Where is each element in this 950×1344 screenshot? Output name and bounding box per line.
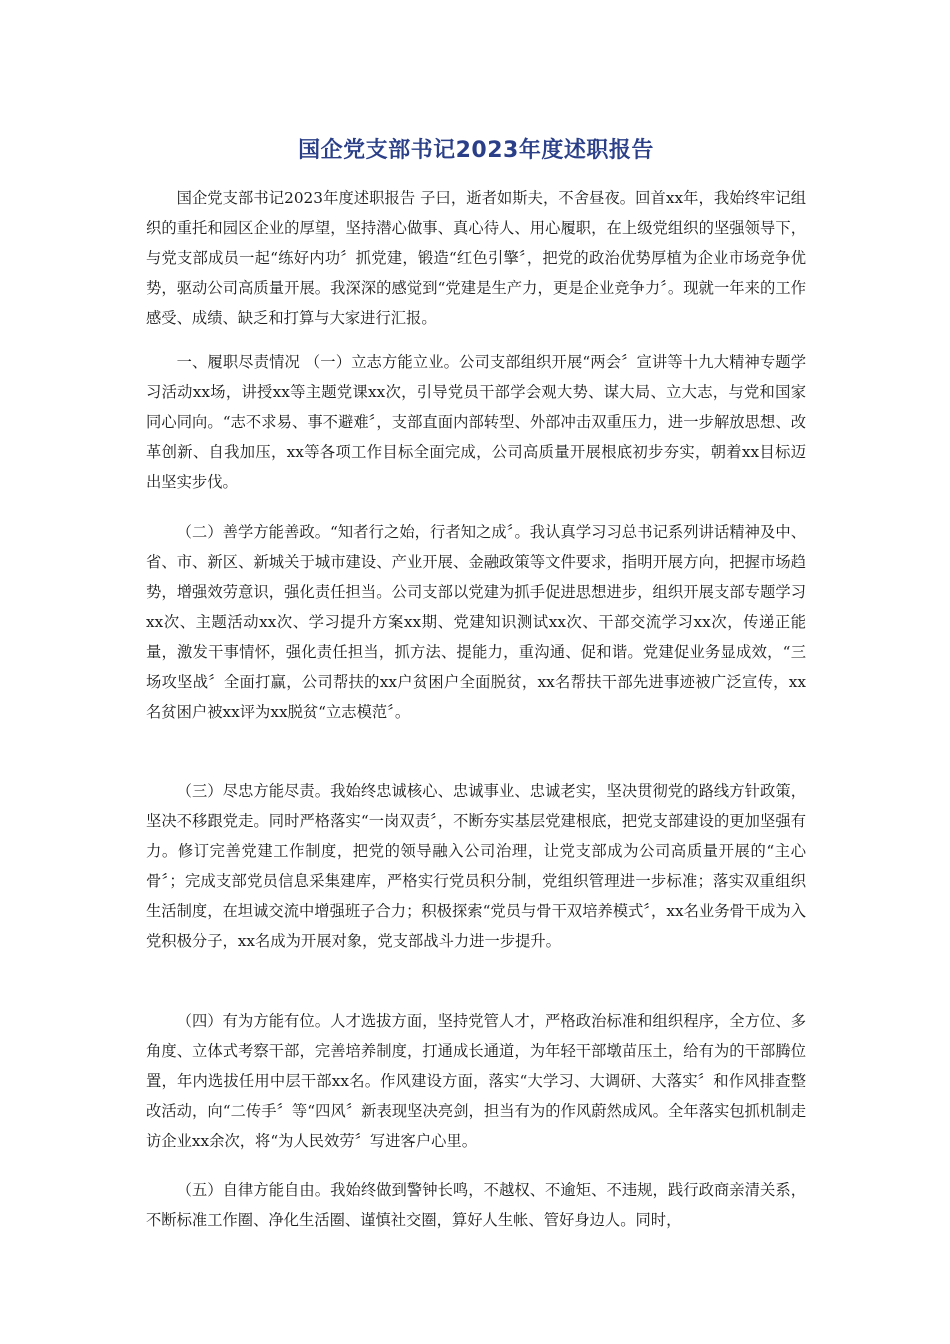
document-title: 国企党支部书记2023年度述职报告 <box>298 138 654 163</box>
paragraph-section-5: （五）自律方能自由。我始终做到警钟长鸣，不越权、不逾矩、不违规，践行政商亲清关系，不断标准工作圈、净化生活圈、谨慎社交圈，算好人生帐、管好身边人。同时， <box>146 1181 806 1229</box>
paragraph-section-3: （三）尽忠方能尽责。我始终忠诚核心、忠诚事业、忠诚老实，坚决贯彻党的路线方针政策，坚决不移跟党走。同时严格落实“一岗双责〞，不断夯实基层党建根底，把党支部建设的更加坚强有力。修订完善党建工作制度，把党的领导融入公司治理，让党支部成为公司高质量开展的“主心骨〞；完成支部党员信息采集建库，严格实行党员积分制，党组织管理进一步标准；落实双重组织生活制度，在坦诚交流中增强班子合力；积极探索“党员与骨干双培养模式〞，xx名业务骨干成为入党积极分子，xx名成为开展对象，党支部战斗力进一步提升。 <box>146 782 806 950</box>
paragraph-section-1: 一、履职尽责情况 （一）立志方能立业。公司支部组织开展“两会〞宣讲等十九大精神专题学习活动xx场，讲授xx等主题党课xx次，引导党员干部学会观大势、谋大局、立大志，与党和国家同心同向。“志不求易、事不避难〞，支部直面内部转型、外部冲击双重压力，进一步解放思想、改革创新、自我加压，xx等各项工作目标全面完成，公司高质量开展根底初步夯实，朝着xx目标迈出坚实步伐。 <box>146 353 806 491</box>
paragraph-section-4: （四）有为方能有位。人才选拔方面，坚持党管人才，严格政治标准和组织程序，全方位、多角度、立体式考察干部，完善培养制度，打通成长通道，为年轻干部墩苗压土，给有为的干部腾位置，年内选拔任用中层干部xx名。作风建设方面，落实“大学习、大调研、大落实〞和作风排查整改活动，向“二传手〞等“四风〞新表现坚决亮剑，担当有为的作风蔚然成风。全年落实包抓机制走访企业xx余次，将“为人民效劳〞写进客户心里。 <box>146 1012 806 1150</box>
paragraph-section-2: （二）善学方能善政。“知者行之始，行者知之成〞。我认真学习习总书记系列讲话精神及中、省、市、新区、新城关于城市建设、产业开展、金融政策等文件要求，指明开展方向，把握市场趋势，增强效劳意识，强化责任担当。公司支部以党建为抓手促进思想进步，组织开展支部专题学习xx次、主题活动xx次、学习提升方案xx期、党建知识测试xx次、干部交流学习xx次，传递正能量，激发干事情怀，强化责任担当，抓方法、提能力，重沟通、促和谐。党建促业务显成效，“三场攻坚战〞全面打赢，公司帮扶的xx户贫困户全面脱贫，xx名帮扶干部先进事迹被广泛宣传，xx名贫困户被xx评为xx脱贫“立志模范〞。 <box>146 523 806 721</box>
document-page <box>146 0 806 1344</box>
paragraph-intro: 国企党支部书记2023年度述职报告 子曰，逝者如斯夫，不舍昼夜。回首xx年，我始终牢记组织的重托和园区企业的厚望，坚持潜心做事、真心待人、用心履职，在上级党组织的坚强领导下，与党支部成员一起“练好内功〞抓党建，锻造“红色引擎〞，把党的政治优势厚植为企业市场竞争优势，驱动公司高质量开展。我深深的感觉到“党建是生产力，更是企业竞争力〞。现就一年来的工作感受、成绩、缺乏和打算与大家进行汇报。 <box>146 189 806 327</box>
